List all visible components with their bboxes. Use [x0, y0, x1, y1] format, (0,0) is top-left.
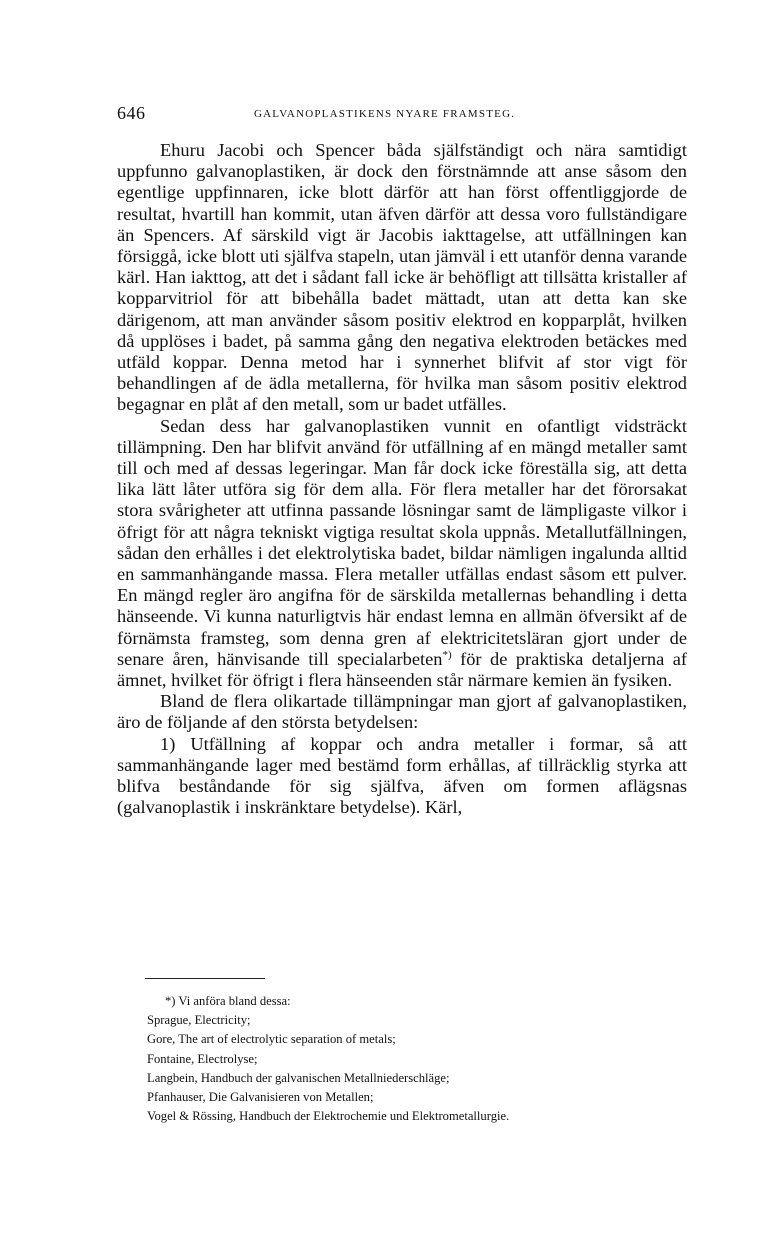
footnote-reference-item: Sprague, Electricity; — [147, 1013, 251, 1028]
footnote-divider — [145, 978, 265, 979]
paragraph-2 — [117, 416, 687, 692]
footnote-reference-item: Langbein, Handbuch der galvanischen Metallniederschläge; — [147, 1070, 450, 1085]
body-text — [117, 140, 687, 819]
footnote-reference[interactable]: *) — [442, 648, 452, 661]
page-number: 646 — [117, 103, 146, 123]
paragraph-2-text-a: Sedan dess har galvanoplastiken vunnit en ofantligt vidsträckt tillämpning. Den har blifvit använd för utfällning af en mängd metaller samt till och med af dessas legeringar. Man får dock icke föreställa sig, att detta lika lätt låter utföra sig för dem alla. För flera metaller har det förorsakat stora svårigheter att utfinna passande lösningar samt de lämpligaste vilkor i öfrigt för att några tekniskt vigtiga resultat skola uppnås. Metallutfällningen, sådan den erhålles i det elektrolytiska badet, bildar nämligen ingalunda alltid en sammanhängande massa. Flera metaller utfällas endast såsom ett pulver. En mängd regler äro angifna för de särskilda metallernas behandling i detta hänseende. Vi kunna naturligtvis här endast lemna en allmän öfversikt af de förnämsta framsteg, som denna gren af elektricitetsläran gjort under de senare åren, hänvisande till specialarbeten — [117, 415, 687, 669]
footnote-intro: *) Vi anföra bland dessa: — [165, 994, 291, 1008]
paragraph-1: Ehuru Jacobi och Spencer båda själfständigt och nära samtidigt uppfunno galvanoplastiken, är dock den förstnämnde att anse såsom den egentlige uppfinnaren, icke blott därför att han först offentliggjorde de resultat, hvartill han kommit, utan äfven därför att dessa voro fullständigare än Spencers. Af särskild vigt är Jacobis iakttagelse, att utfällningen kan försiggå, icke blott uti själfva stapeln, utan jämväl i ett utanför denna varande kärl. Han iakttog, att det i sådant fall icke är behöfligt att tillsätta kristaller af kopparvitriol för att bibehålla badet mättadt, utan att detta kan ske därigenom, att man använder såsom positiv elektrod en kopparplåt, hvilken då upplöses i badet, på samma gång den negativa elektroden betäckes med utfäld koppar. Denna metod har i synnerhet blifvit af stor vigt för behandlingen af de ädla metallerna, för hvilka man såsom positiv elektrod begagnar en plåt af den metall, som ur badet utfälles. — [117, 140, 687, 415]
paragraph-3: Bland de flera olikartade tillämpningar man gjort af galvanoplastiken, äro de följande af den största betydelsen: — [117, 691, 687, 733]
footnote-reference-item: Fontaine, Electrolyse; — [147, 1051, 258, 1066]
paragraph-4: 1) Utfällning af koppar och andra metaller i formar, så att sammanhängande lager med bestämd form erhållas, af tillräcklig styrka att blifva beståndande för sig själfva, äfven om formen aflägsnas (galvanoplastik i inskränktare betydelse). Kärl, — [117, 733, 687, 818]
running-head: GALVANOPLASTIKENS NYARE FRAMSTEG. — [254, 108, 516, 120]
footnote-reference-item: Vogel & Rössing, Handbuch der Elektrochemie und Elektrometallurgie. — [147, 1109, 510, 1124]
footnotes — [147, 992, 707, 1126]
footnote-reference-item: Gore, The art of electrolytic separation of metals; — [147, 1032, 396, 1047]
page-header — [117, 103, 687, 127]
footnote-reference-item: Pfanhauser, Die Galvanisieren von Metallen; — [147, 1090, 374, 1105]
paragraph-2-text-b: för de praktiska detaljerna af ämnet, hvilket för öfrigt i flera hänseenden står närmare kemien än fysiken. — [117, 648, 687, 691]
